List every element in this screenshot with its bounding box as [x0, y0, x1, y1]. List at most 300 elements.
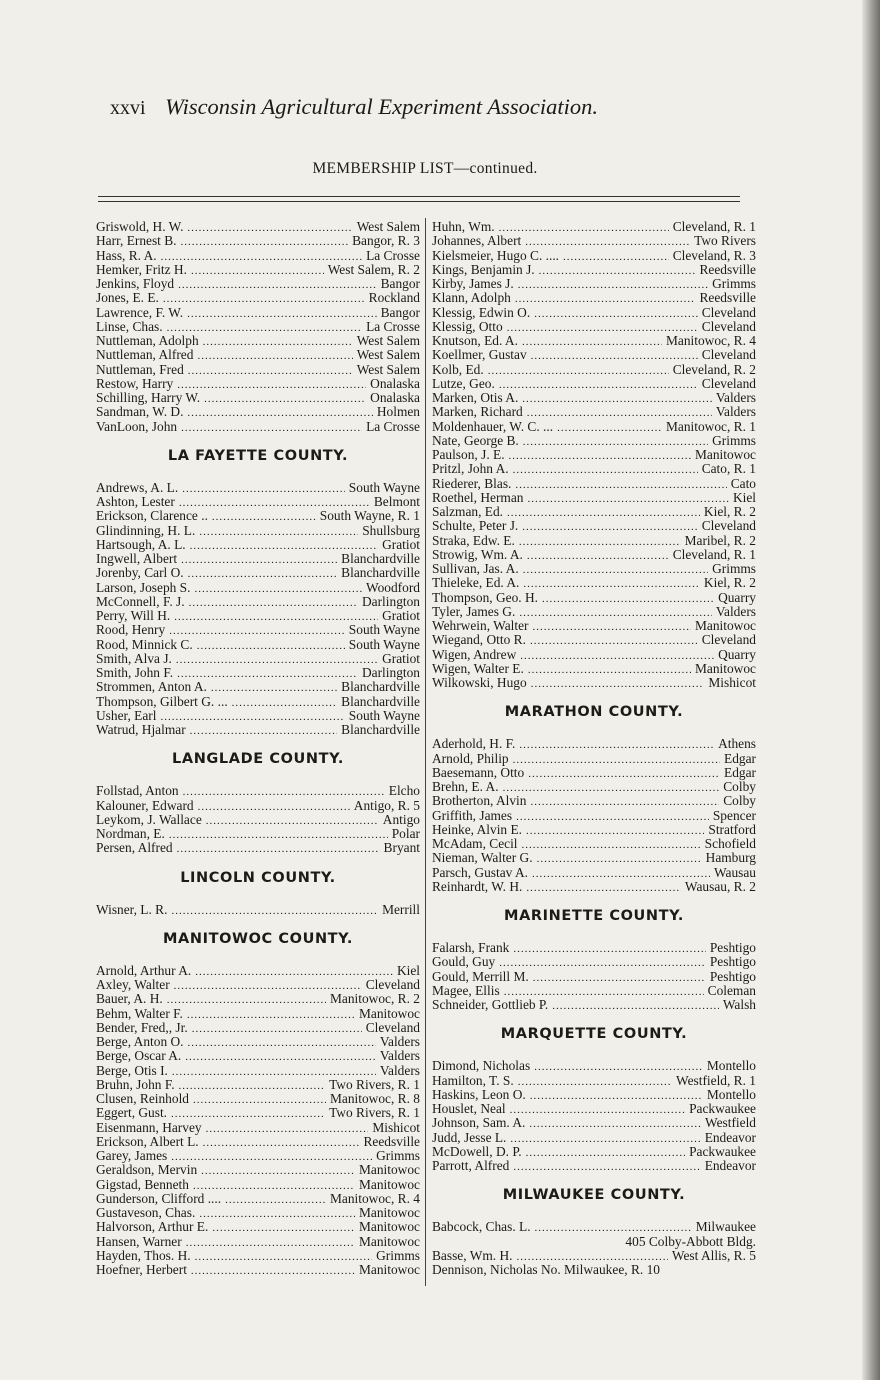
dot-leader: [187, 406, 372, 420]
member-name: Behm, Walter F.: [96, 1005, 183, 1021]
member-place: Grimms: [376, 1247, 420, 1263]
dot-leader: [528, 767, 720, 781]
member-name: Glindinning, H. L.: [96, 522, 196, 538]
member-entry: [432, 576, 756, 590]
member-place: West Salem: [356, 219, 420, 234]
member-name: Nuttleman, Fred: [96, 361, 184, 377]
member-place: Manitowoc, R. 8: [329, 1091, 420, 1106]
member-place: Darlington: [361, 665, 420, 680]
member-place: Manitowoc, R. 4: [665, 333, 756, 348]
member-entry: [432, 837, 756, 851]
member-name: Huhn, Wm.: [432, 219, 495, 234]
member-place: Maribel, R. 2: [684, 532, 756, 548]
member-place: Polar: [391, 826, 420, 841]
member-place: Valders: [715, 390, 756, 405]
member-place: Cleveland: [701, 518, 756, 534]
member-place: Valders: [715, 404, 756, 420]
dot-leader: [197, 349, 352, 363]
member-entry: [432, 391, 756, 405]
member-place: Cleveland, R. 1: [672, 219, 756, 234]
member-name: Harr, Ernest B.: [96, 233, 177, 249]
member-entry: [432, 955, 756, 969]
member-entry: [432, 737, 756, 751]
member-entry: [96, 538, 420, 552]
dot-leader: [563, 250, 669, 264]
member-entry: [432, 277, 756, 291]
member-entry: [96, 249, 420, 263]
dot-leader: [507, 506, 700, 520]
member-place: Westfield, R. 1: [676, 1072, 756, 1088]
dot-leader: [510, 1132, 700, 1146]
member-entry: [432, 766, 756, 780]
member-place: Manitowoc, R. 1: [665, 418, 756, 434]
dot-leader: [181, 235, 349, 249]
member-entry: [96, 784, 420, 798]
member-name: Arnold, Philip: [432, 750, 509, 766]
member-place: Milwaukee: [695, 1219, 756, 1235]
dot-leader: [539, 264, 696, 278]
member-place: Two Rivers, R. 1: [329, 1076, 420, 1092]
member-entry: [432, 970, 756, 984]
member-place: La Crosse: [366, 418, 420, 434]
section-subtitle: MEMBERSHIP LIST—continued.: [312, 160, 538, 177]
member-name: Parrott, Alfred: [432, 1158, 510, 1173]
member-entry: [432, 1249, 756, 1263]
member-place: Endeavor: [704, 1129, 756, 1145]
dot-leader: [176, 653, 378, 667]
member-entry: [432, 434, 756, 448]
member-place: Woodford: [366, 579, 420, 595]
dot-leader: [513, 463, 698, 477]
member-place: Peshtigo: [709, 968, 756, 984]
member-name: Moldenhauer, W. C. ...: [432, 418, 554, 434]
member-address: 405 Colby-Abbott Bldg.: [625, 1233, 756, 1249]
dot-leader: [212, 510, 316, 524]
member-place: Grimms: [376, 1148, 420, 1163]
dot-leader: [201, 1164, 355, 1178]
dot-leader: [523, 563, 708, 577]
member-place: Reedsville: [699, 261, 756, 277]
member-entry: [96, 1092, 420, 1106]
dot-leader: [188, 364, 353, 378]
member-place: Westfield: [705, 1115, 756, 1131]
member-place: South Wayne: [348, 479, 420, 495]
dot-leader: [526, 1146, 685, 1160]
dot-leader: [529, 1117, 701, 1131]
member-name: Klessig, Otto: [432, 318, 503, 334]
header-double-rule: [98, 196, 740, 202]
member-name: Brotherton, Alvin: [432, 793, 527, 809]
member-place: South Wayne: [348, 707, 420, 723]
member-place: Edgar: [724, 750, 756, 766]
dot-leader: [518, 278, 708, 292]
member-entry: [96, 524, 420, 538]
member-place: Colby: [723, 779, 756, 794]
member-name: Knutson, Ed. A.: [432, 333, 518, 348]
dot-leader: [526, 881, 681, 895]
member-entry: [96, 595, 420, 609]
member-name: Babcock, Chas. L.: [432, 1219, 531, 1235]
member-place: Valders: [379, 1048, 420, 1064]
dot-leader: [178, 278, 376, 292]
member-name: Kielsmeier, Hugo C. ....: [432, 247, 560, 263]
dot-leader: [526, 824, 704, 838]
member-place: Darlington: [361, 593, 420, 609]
dot-leader: [160, 710, 344, 724]
member-entry: [96, 978, 420, 992]
member-place: Spencer: [712, 807, 756, 823]
member-place: Cleveland, R. 2: [672, 361, 756, 377]
member-name: Arnold, Arthur A.: [96, 962, 192, 978]
member-entry: [96, 1106, 420, 1120]
dot-leader: [199, 1207, 355, 1221]
member-entry: [432, 984, 756, 998]
member-place: Cleveland: [365, 1019, 420, 1035]
member-place: Peshtigo: [709, 954, 756, 970]
member-place: Grimms: [712, 276, 756, 291]
member-entry: [432, 1088, 756, 1102]
member-place: Montello: [706, 1058, 756, 1074]
member-entry: [96, 652, 420, 666]
member-name: Parsch, Gustav A.: [432, 864, 528, 880]
member-place: Montello: [706, 1086, 756, 1102]
member-place: West Salem, R. 2: [327, 261, 420, 277]
member-entry: [96, 827, 420, 841]
member-name: Nuttleman, Adolph: [96, 333, 199, 348]
member-entry: [432, 534, 756, 548]
member-entry: [96, 1263, 420, 1277]
dot-leader: [191, 1264, 355, 1278]
member-name: Halvorson, Arthur E.: [96, 1219, 209, 1235]
member-entry: [432, 998, 756, 1012]
member-place: Kiel, R. 2: [703, 504, 756, 519]
member-entry: [96, 638, 420, 652]
member-name: Magee, Ellis: [432, 982, 500, 998]
dot-leader: [189, 596, 358, 610]
dot-leader: [515, 292, 696, 306]
dot-leader: [513, 1160, 700, 1174]
member-name: Schilling, Harry W.: [96, 390, 201, 405]
dot-leader: [534, 307, 698, 321]
dot-leader: [177, 842, 380, 856]
member-name: Follstad, Anton: [96, 783, 179, 799]
dot-leader: [513, 753, 720, 767]
dot-leader: [163, 292, 365, 306]
member-place: Manitowoc, R. 4: [329, 1190, 420, 1206]
member-name: Gould, Guy: [432, 954, 496, 970]
member-place: Holmen: [376, 404, 420, 420]
member-name: Wigen, Walter E.: [432, 660, 524, 676]
member-name: McAdam, Cecil: [432, 836, 518, 851]
member-name: VanLoon, John: [96, 418, 178, 434]
member-entry: [96, 1121, 420, 1135]
member-name: Nate, George B.: [432, 432, 519, 448]
member-name: Berge, Otis I.: [96, 1062, 168, 1078]
member-entry: [432, 377, 756, 391]
dot-leader: [195, 1250, 373, 1264]
member-name: Schneider, Gottlieb P.: [432, 997, 549, 1012]
member-place: Onalaska: [370, 390, 420, 405]
member-address-continuation: [432, 1235, 756, 1249]
member-place: Manitowoc, R. 2: [329, 991, 420, 1007]
member-entry: [432, 1159, 756, 1173]
member-place: Grimms: [712, 561, 756, 576]
dot-leader: [530, 634, 698, 648]
member-entry: [432, 591, 756, 605]
dot-leader: [174, 610, 378, 624]
member-entry: [96, 609, 420, 623]
member-entry: [96, 1220, 420, 1234]
member-place: Manitowoc: [359, 1219, 420, 1235]
member-place: Valders: [379, 1062, 420, 1078]
member-place: Cato, R. 1: [701, 461, 756, 477]
member-name: Hass, R. A.: [96, 247, 157, 263]
member-entry: [96, 420, 420, 434]
dot-leader: [181, 553, 337, 567]
member-name: Gould, Merrill M.: [432, 968, 529, 984]
member-entry: [96, 566, 420, 580]
dot-leader: [169, 828, 388, 842]
member-entry: [432, 780, 756, 794]
member-place: South Wayne, R. 1: [319, 508, 420, 524]
running-title: Wisconsin Agricultural Experiment Association.: [165, 94, 598, 119]
member-place: Colby: [723, 793, 756, 809]
member-name: Wilkowski, Hugo: [432, 675, 527, 690]
member-name: Reinhardt, W. H.: [432, 878, 523, 894]
member-entry: [432, 477, 756, 491]
dot-leader: [522, 838, 701, 852]
member-name: Klann, Adolph: [432, 290, 511, 306]
member-place: South Wayne: [348, 636, 420, 652]
member-name: Lutze, Geo.: [432, 375, 495, 391]
member-entry: [432, 234, 756, 248]
member-name: Johannes, Albert: [432, 233, 522, 249]
member-name: Jorenby, Carl O.: [96, 565, 184, 581]
member-entry: [432, 291, 756, 305]
county-heading: LA FAYETTE COUNTY.: [167, 447, 349, 464]
member-name: Pritzl, John A.: [432, 461, 509, 477]
member-name: Persen, Alfred: [96, 840, 173, 856]
member-name: Rood, Henry: [96, 622, 166, 638]
dot-leader: [518, 1075, 672, 1089]
dot-leader: [519, 738, 714, 752]
member-place: Manitowoc: [359, 1262, 420, 1277]
dot-leader: [188, 567, 338, 581]
dot-leader: [527, 492, 728, 506]
dot-leader: [199, 525, 358, 539]
member-place: Gratiot: [382, 650, 420, 666]
member-entry: [432, 1263, 756, 1277]
member-place: Mishicot: [372, 1119, 420, 1135]
member-place: Manitowoc: [359, 1176, 420, 1192]
member-place: Kiel, R. 2: [703, 575, 756, 591]
member-entry: [96, 291, 420, 305]
member-entry: [96, 481, 420, 495]
member-name: Bruhn, John F.: [96, 1076, 175, 1092]
member-name: Sullivan, Jas. A.: [432, 561, 519, 576]
dot-leader: [542, 592, 714, 606]
member-entry: [432, 633, 756, 647]
member-entry: [96, 334, 420, 348]
member-place: Two Rivers, R. 1: [329, 1105, 420, 1121]
dot-leader: [528, 663, 691, 677]
member-place: Kiel: [396, 962, 420, 978]
dot-leader: [516, 810, 709, 824]
member-entry: [432, 823, 756, 837]
member-name: Linse, Chas.: [96, 318, 163, 334]
dot-leader: [203, 335, 353, 349]
dot-leader: [211, 681, 337, 695]
member-name: Restow, Harry: [96, 375, 174, 391]
member-entry: [96, 1064, 420, 1078]
member-place: Reedsville: [699, 290, 756, 306]
member-name: Gustaveson, Chas.: [96, 1205, 196, 1220]
dot-leader: [171, 904, 378, 918]
dot-leader: [537, 852, 702, 866]
member-entry: [432, 320, 756, 334]
member-place: Cleveland: [701, 632, 756, 648]
dot-leader: [557, 421, 662, 435]
county-heading: MARINETTE COUNTY.: [504, 908, 684, 924]
page-edge-shadow: [862, 0, 880, 1380]
member-name: Watrud, Hjalmar: [96, 722, 186, 737]
dot-leader: [181, 421, 362, 435]
member-name: Eggert, Gust.: [96, 1105, 168, 1121]
member-place: Gratiot: [382, 536, 420, 552]
member-name: Strommen, Anton A.: [96, 679, 207, 695]
member-name: Axley, Walter: [96, 977, 170, 992]
dot-leader: [171, 1150, 372, 1164]
member-place: Athens: [718, 736, 756, 752]
member-name: Andrews, A. L.: [96, 479, 179, 495]
member-name: Usher, Earl: [96, 707, 157, 723]
left-column: [96, 220, 420, 1277]
member-place: Belmont: [373, 494, 420, 509]
member-entry: [96, 964, 420, 978]
member-entry: [432, 880, 756, 894]
dot-leader: [520, 649, 714, 663]
member-name: Hemker, Fritz H.: [96, 261, 187, 277]
member-entry: [96, 1149, 420, 1163]
member-entry: [96, 623, 420, 637]
member-place: La Crosse: [366, 247, 420, 263]
member-name: Roethel, Herman: [432, 489, 524, 505]
dot-leader: [177, 378, 366, 392]
member-place: Blanchardville: [341, 693, 420, 709]
member-entry: [432, 263, 756, 277]
member-entry: [432, 448, 756, 462]
dot-leader: [191, 264, 324, 278]
member-name: Thompson, Geo. H.: [432, 589, 539, 605]
member-name: Erickson, Albert L.: [96, 1133, 199, 1149]
member-name: McConnell, F. J.: [96, 593, 185, 609]
member-entry: [432, 505, 756, 519]
member-name: Garey, James: [96, 1148, 168, 1163]
member-name: Hartsough, A. L.: [96, 536, 186, 552]
page-number: xxvi: [110, 97, 146, 119]
member-entry: [96, 723, 420, 737]
member-name: Salzman, Ed.: [432, 504, 504, 519]
dot-leader: [527, 549, 669, 563]
dot-leader: [533, 971, 706, 985]
dot-leader: [530, 1089, 703, 1103]
member-place: Cleveland: [701, 304, 756, 320]
member-place: Onalaska: [370, 375, 420, 391]
dot-leader: [203, 1136, 360, 1150]
member-entry: [432, 1145, 756, 1159]
member-name: Dimond, Nicholas: [432, 1058, 531, 1074]
member-entry: [432, 676, 756, 690]
member-name: Nieman, Walter G.: [432, 850, 533, 866]
member-place: Antigo: [382, 811, 420, 827]
member-place: Rockland: [368, 290, 420, 306]
member-place: Wausau, R. 2: [684, 878, 756, 894]
county-heading: MARQUETTE COUNTY.: [500, 1026, 688, 1043]
county-heading: MILWAUKEE COUNTY.: [502, 1187, 686, 1204]
member-name: Riederer, Blas.: [432, 475, 512, 491]
dot-leader: [169, 624, 345, 638]
member-place: Grimms: [712, 432, 756, 448]
dot-leader: [198, 800, 350, 814]
member-place: Merrill: [382, 901, 420, 917]
member-place: Cleveland: [701, 375, 756, 391]
member-entry: [96, 377, 420, 391]
member-name: Hoefner, Herbert: [96, 1262, 187, 1277]
member-name: Haskins, Leon O.: [432, 1086, 526, 1102]
member-name: Marken, Otis A.: [432, 390, 519, 405]
member-entry: [96, 799, 420, 813]
member-place: Edgar: [724, 764, 756, 780]
member-name: Nuttleman, Alfred: [96, 347, 194, 363]
member-name: Falarsh, Frank: [432, 940, 510, 955]
member-entry: [96, 841, 420, 855]
member-entry: [96, 1178, 420, 1192]
member-place: Packwaukee: [689, 1101, 756, 1116]
member-name: Thompson, Gilbert G. ...: [96, 693, 228, 709]
member-name: Erickson, Clarence ..: [96, 508, 208, 524]
dot-leader: [185, 1050, 376, 1064]
member-place: South Wayne: [348, 622, 420, 638]
member-name: Aderhold, H. F.: [432, 736, 516, 752]
member-name: Wehrwein, Walter: [432, 618, 529, 633]
dot-leader: [533, 620, 692, 634]
member-entry: [432, 619, 756, 633]
dot-leader: [522, 520, 697, 534]
member-entry: [96, 320, 420, 334]
member-name: Wigen, Andrew: [432, 646, 517, 662]
member-entry: [96, 1135, 420, 1149]
member-name: Baesemann, Otto: [432, 764, 525, 780]
member-name: Kolb, Ed.: [432, 361, 484, 377]
member-place: Packwaukee: [689, 1143, 756, 1159]
member-place: Blanchardville: [341, 722, 420, 737]
member-entry: [96, 306, 420, 320]
member-name: Gunderson, Clifford ....: [96, 1190, 222, 1206]
member-entry: [96, 680, 420, 694]
member-name: Berge, Anton O.: [96, 1034, 184, 1049]
member-name: Paulson, J. E.: [432, 447, 505, 462]
member-place: Reedsville: [363, 1133, 420, 1149]
dot-leader: [212, 1221, 355, 1235]
member-place: Shullsburg: [362, 522, 420, 538]
member-name: Nordman, E.: [96, 826, 165, 841]
member-entry: [432, 562, 756, 576]
member-entry: [96, 509, 420, 523]
member-entry: [96, 1035, 420, 1049]
member-name: Schulte, Peter J.: [432, 518, 519, 534]
member-place: Bangor: [380, 276, 420, 291]
member-name: Geraldson, Mervin: [96, 1162, 198, 1178]
